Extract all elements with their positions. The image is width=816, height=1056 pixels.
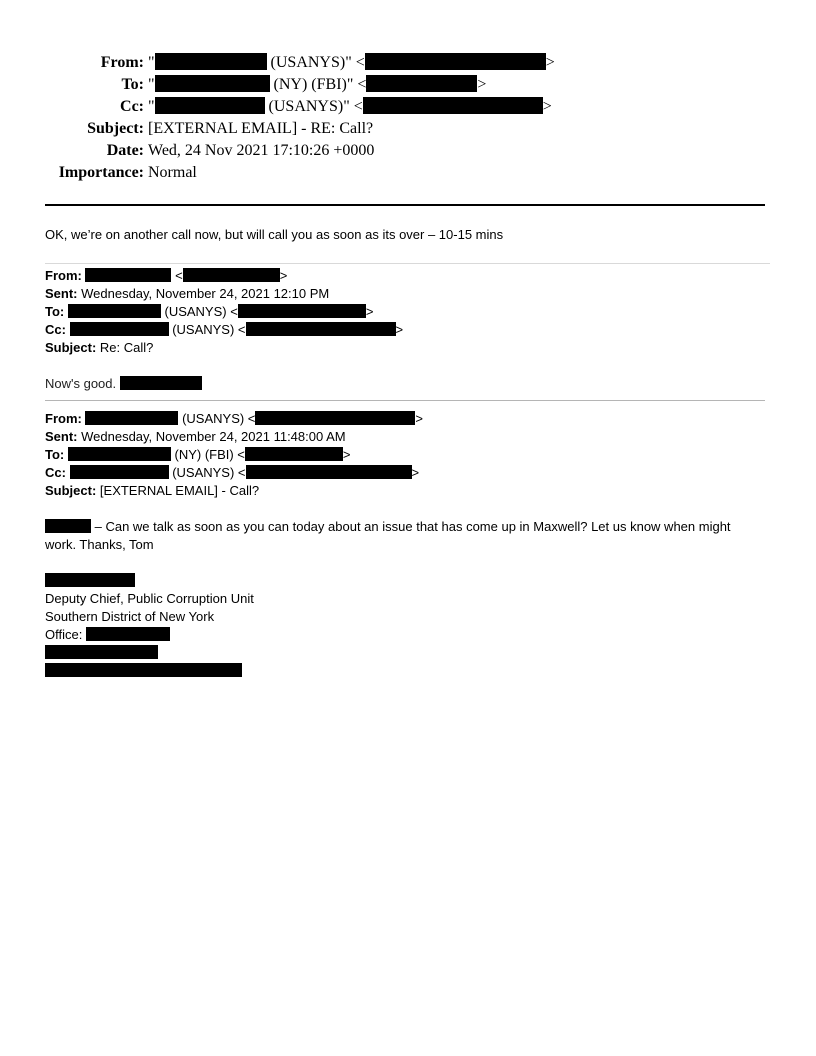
redaction-block: [366, 75, 477, 92]
header-importance-row: [0, 162, 816, 184]
redaction-block: [246, 465, 412, 479]
msg2-from-sep: <: [171, 268, 183, 283]
msg2-subject-value: Re: Call?: [96, 340, 154, 355]
msg2-from-row: [45, 267, 287, 285]
msg2-body: [45, 375, 202, 393]
redaction-block: [155, 53, 267, 70]
msg2-cc-row: [45, 321, 403, 339]
date-label: Date:: [106, 142, 144, 159]
date-value: Wed, 24 Nov 2021 17:10:26 +0000: [148, 142, 375, 159]
msg3-cc-org: (USANYS) <: [168, 465, 246, 480]
signature-office: Southern District of New York: [45, 609, 215, 624]
msg3-from-row: [45, 410, 423, 428]
cc-close: >: [542, 98, 552, 115]
msg2-sent-value: Wednesday, November 24, 2021 12:10 PM: [77, 286, 330, 301]
quoted-divider: [45, 263, 770, 264]
msg2-to-org: (USANYS) <: [160, 304, 238, 319]
reply-body: OK, we’re on another call now, but will call you as soon as its over – 10-15 mins: [45, 227, 504, 242]
to-label: To:: [121, 76, 144, 93]
msg3-cc-close: >: [411, 465, 420, 480]
to-org: (NY) (FBI)" <: [269, 76, 367, 93]
redaction-block: [70, 465, 169, 479]
msg3-sent-value: Wednesday, November 24, 2021 11:48:00 AM: [77, 429, 346, 444]
header-to-row: [0, 74, 816, 96]
signature-line: [45, 662, 242, 680]
msg3-from-org: (USANYS) <: [178, 411, 256, 426]
header-subject-row: [0, 118, 816, 140]
redaction-block: [45, 663, 242, 677]
signature-name: [45, 572, 135, 590]
msg3-to-org: (NY) (FBI) <: [170, 447, 245, 462]
msg3-to-close: >: [342, 447, 351, 462]
cc-label: Cc:: [120, 98, 144, 115]
redaction-block: [245, 447, 343, 461]
header-from-row: [0, 52, 816, 74]
cc-org: (USANYS)" <: [264, 98, 363, 115]
redaction-block: [255, 411, 415, 425]
msg2-subject-row: [45, 339, 153, 357]
redaction-block: [365, 53, 546, 70]
redaction-block: [155, 97, 265, 114]
to-quote: ": [148, 76, 155, 93]
redaction-block: [85, 268, 171, 282]
subject-label: Subject:: [87, 120, 144, 137]
from-quote: ": [148, 54, 155, 71]
redaction-block: [45, 645, 158, 659]
signature-office-label: Office:: [45, 627, 86, 642]
redaction-block: [85, 411, 178, 425]
redaction-block: [238, 304, 366, 318]
msg3-subject-value: [EXTERNAL EMAIL] - Call?: [96, 483, 260, 498]
redaction-block: [183, 268, 280, 282]
msg3-subject-row: [45, 482, 259, 500]
msg3-from-close: >: [415, 411, 423, 426]
signature-title: Deputy Chief, Public Corruption Unit: [45, 591, 254, 606]
subject-value: [EXTERNAL EMAIL] - RE: Call?: [148, 120, 374, 137]
msg2-subject-label: Subject:: [45, 340, 97, 355]
redaction-block: [45, 573, 135, 587]
redaction-block: [120, 376, 202, 390]
to-value: [148, 74, 486, 96]
msg2-to-row: [45, 303, 373, 321]
to-close: >: [477, 76, 487, 93]
quoted-divider-2: [45, 400, 765, 401]
msg2-from-label: From:: [45, 268, 82, 283]
msg2-body-text: Now's good.: [45, 376, 120, 391]
msg3-from-label: From:: [45, 411, 82, 426]
msg3-sent-row: [45, 428, 346, 446]
from-close: >: [545, 54, 555, 71]
msg3-cc-row: [45, 464, 419, 482]
redaction-block: [363, 97, 543, 114]
from-label: From:: [100, 54, 144, 71]
msg2-cc-close: >: [395, 322, 404, 337]
importance-label: Importance:: [58, 164, 144, 181]
msg2-to-close: >: [365, 304, 374, 319]
msg3-to-label: To:: [45, 447, 65, 462]
msg2-to-label: To:: [45, 304, 65, 319]
msg2-sent-row: [45, 285, 329, 303]
msg3-cc-label: Cc:: [45, 465, 66, 480]
redaction-block: [86, 627, 170, 641]
msg2-from-close: >: [279, 268, 288, 283]
redaction-block: [246, 322, 396, 336]
msg3-body: [45, 518, 765, 554]
cc-quote: ": [148, 98, 155, 115]
msg3-body-text: – Can we talk as soon as you can today about an issue that has come up in Maxwell? Let us know when might work. Thanks, Tom: [45, 519, 731, 552]
msg2-sent-label: Sent:: [45, 286, 78, 301]
header-date-row: [0, 140, 816, 162]
msg3-sent-label: Sent:: [45, 429, 78, 444]
cc-value: [148, 96, 552, 118]
msg2-cc-org: (USANYS) <: [168, 322, 246, 337]
signature-line: [45, 644, 158, 662]
header-cc-row: [0, 96, 816, 118]
msg3-to-row: [45, 446, 351, 464]
redaction-block: [70, 322, 169, 336]
redaction-block: [68, 304, 161, 318]
msg2-cc-label: Cc:: [45, 322, 66, 337]
redaction-block: [155, 75, 270, 92]
from-value: [148, 52, 555, 74]
redaction-block: [68, 447, 171, 461]
signature-phone: [45, 626, 170, 644]
msg3-subject-label: Subject:: [45, 483, 97, 498]
header-divider: [45, 204, 765, 206]
importance-value: Normal: [148, 164, 197, 181]
from-org: (USANYS)" <: [266, 54, 365, 71]
redaction-block: [45, 519, 91, 533]
